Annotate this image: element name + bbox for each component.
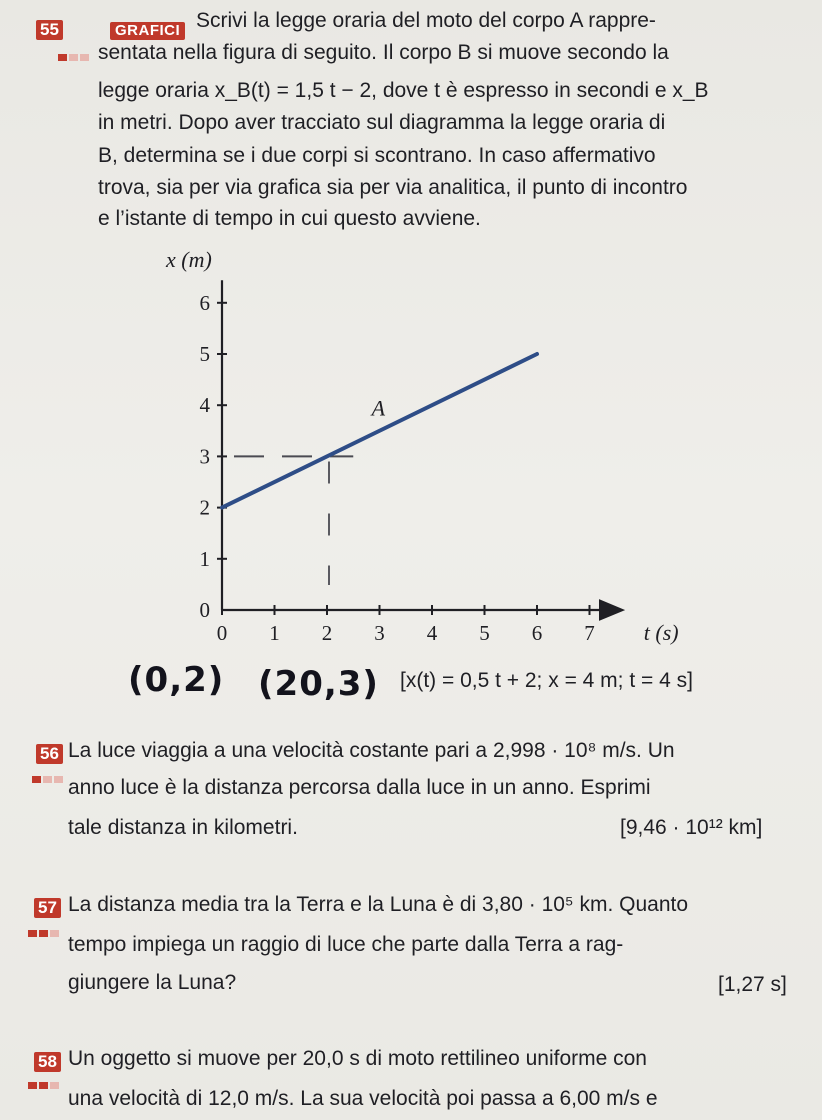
- ex56-answer: [9,46 · 10¹² km]: [620, 816, 763, 839]
- handwritten-note-2: (20,3): [258, 664, 379, 704]
- x-tick-label: 7: [584, 621, 595, 645]
- ex55-answer: [x(t) = 0,5 t + 2; x = 4 m; t = 4 s]: [400, 669, 693, 692]
- y-tick-label: 4: [199, 393, 210, 418]
- ex57-line-2: tempo impiega un raggio di luce che parte dalla Terra a rag-: [68, 933, 624, 956]
- x-tick-label: 5: [479, 621, 490, 645]
- y-tick-label: 2: [199, 495, 210, 520]
- ex55-line-5: B, determina se i due corpi si scontrano. In caso affermativo: [98, 144, 656, 167]
- ex57-line-3: giungere la Luna?: [68, 971, 237, 994]
- ex55-line-7: e l’istante di tempo in cui questo avviene.: [98, 207, 481, 230]
- x-tick-label: 3: [374, 621, 385, 645]
- series-line-A: [222, 354, 537, 508]
- difficulty-marker: [28, 924, 62, 931]
- y-axis-label: x (m): [166, 247, 212, 273]
- ex55-line-3: legge oraria x_B(t) = 1,5 t − 2, dove t è espresso in secondi e x_B: [98, 79, 709, 102]
- exercise-number-58: 58: [34, 1052, 61, 1072]
- ex56-line-1: La luce viaggia a una velocità costante pari a 2,998 · 10⁸ m/s. Un: [68, 739, 675, 762]
- y-tick-label: 6: [199, 290, 210, 315]
- ex58-line-1: Un oggetto si muove per 20,0 s di moto rettilineo uniforme con: [68, 1047, 647, 1070]
- x-tick-label: 4: [426, 621, 438, 645]
- x-tick-label: 6: [531, 621, 543, 645]
- exercise-number-57: 57: [34, 898, 61, 918]
- ex56-line-2: anno luce è la distanza percorsa dalla luce in un anno. Esprimi: [68, 776, 651, 799]
- exercise-number-55: 55: [36, 20, 63, 40]
- difficulty-marker: [28, 1076, 62, 1083]
- exercise-number-56: 56: [36, 744, 63, 764]
- ex55-line-4: in metri. Dopo aver tracciato sul diagramma la legge oraria di: [98, 111, 666, 134]
- difficulty-marker: [32, 770, 66, 777]
- ex55-line-6: trova, sia per via grafica sia per via analitica, il punto di incontro: [98, 176, 688, 199]
- ex58-line-2: una velocità di 12,0 m/s. La sua velocità poi passa a 6,00 m/s e: [68, 1087, 658, 1110]
- ex56-line-3: tale distanza in kilometri.: [68, 816, 298, 839]
- ex55-line-2: sentata nella figura di seguito. Il corpo B si muove secondo la: [98, 41, 669, 64]
- x-tick-label: 1: [269, 621, 280, 645]
- series-label-A: A: [371, 395, 386, 421]
- position-time-chart: [110, 245, 710, 645]
- y-tick-label: 0: [199, 598, 210, 622]
- y-tick-label: 1: [199, 546, 210, 571]
- x-tick-label: 2: [321, 621, 333, 645]
- x-axis-label: t (s): [643, 620, 679, 645]
- y-tick-label: 3: [199, 444, 210, 469]
- x-tick-label: 0: [216, 621, 228, 645]
- ex57-line-1: La distanza media tra la Terra e la Luna è di 3,80 · 10⁵ km. Quanto: [68, 893, 689, 916]
- handwritten-note-1: (0,2): [128, 660, 225, 700]
- grafici-tag: GRAFICI: [110, 22, 185, 40]
- ex57-answer: [1,27 s]: [718, 973, 787, 996]
- difficulty-marker: [58, 48, 92, 55]
- y-tick-label: 5: [199, 342, 210, 366]
- ex55-line-1: Scrivi la legge oraria del moto del corpo A rappre-: [196, 9, 656, 32]
